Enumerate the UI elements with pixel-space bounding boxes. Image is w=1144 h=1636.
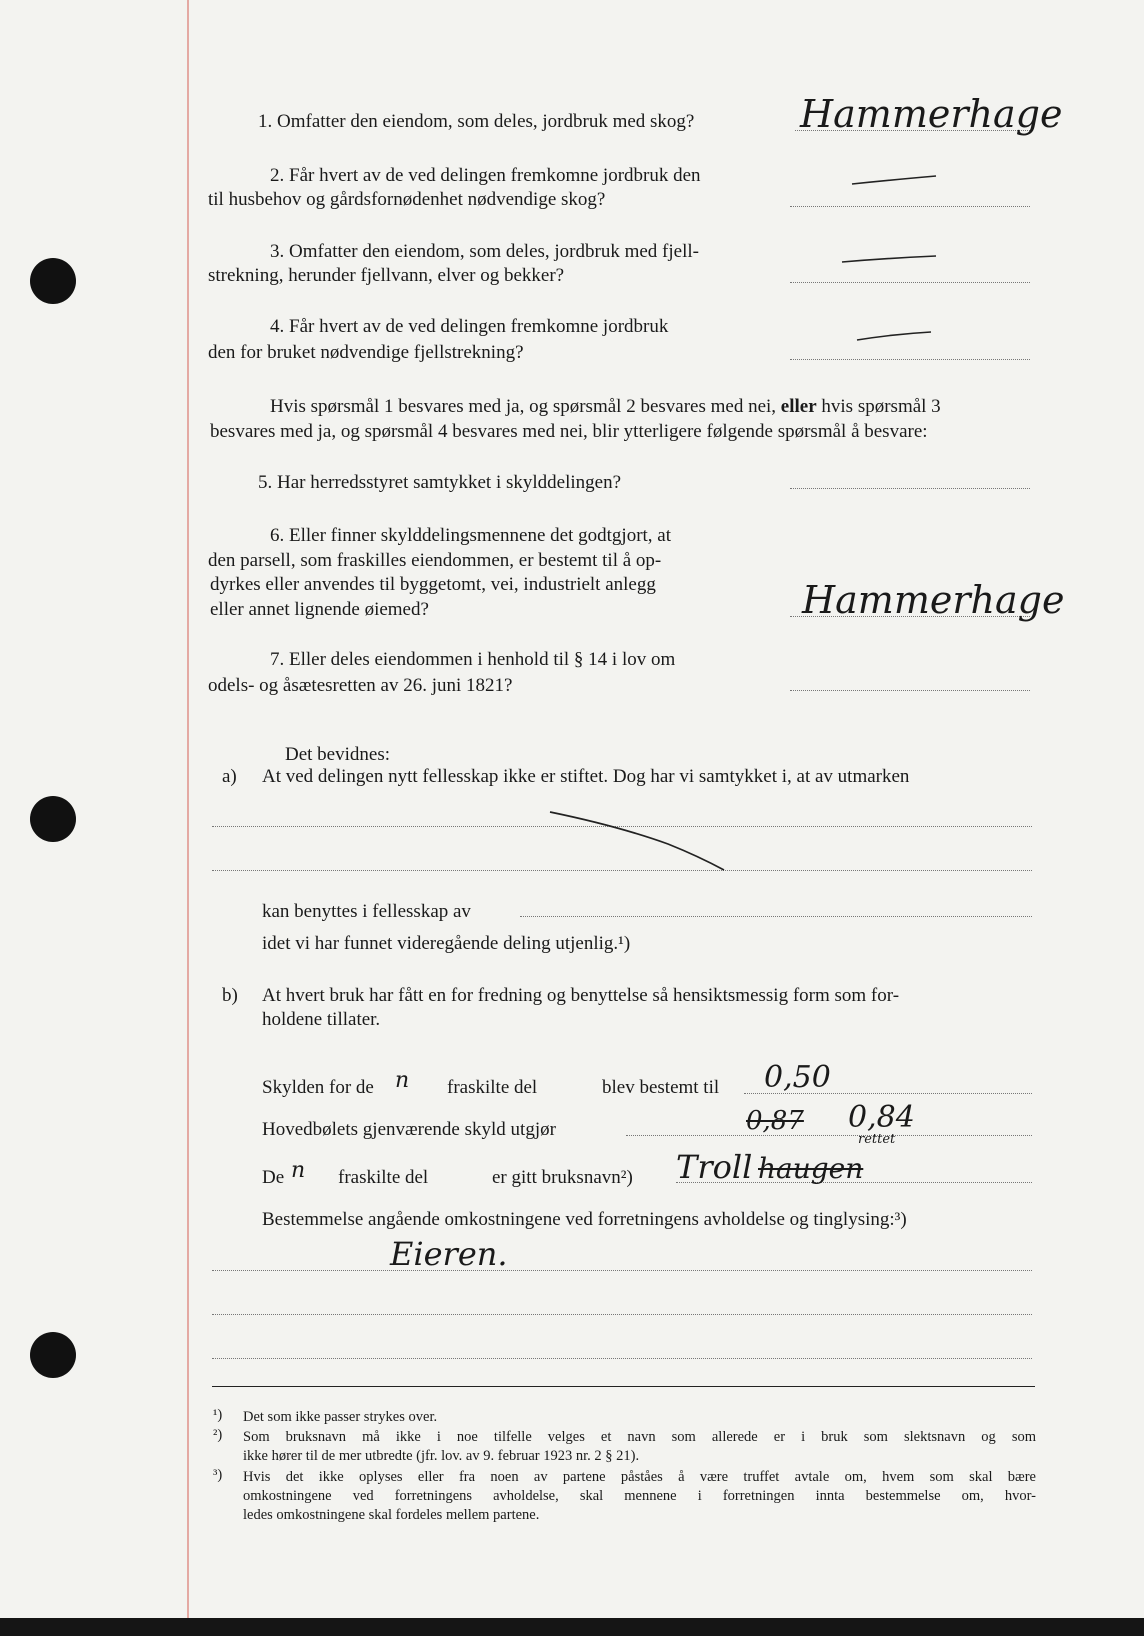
answer-3-dash: [840, 248, 940, 268]
idet-text: idet vi har funnet videregående deling utjenlig.¹): [262, 933, 631, 954]
footnote-1: Det som ikke passer strykes over.: [243, 1409, 438, 1425]
skyld-line-1-hand: n: [395, 1068, 410, 1093]
omkostning-value: Eieren.: [390, 1235, 508, 1273]
item-a-label: a): [222, 766, 237, 787]
answer-line-2: [790, 206, 1030, 207]
footnote-1-mark: ¹): [213, 1407, 223, 1423]
omkostning-line-3: [212, 1358, 1032, 1359]
conditional-bold: eller: [780, 396, 817, 417]
question-5: 5. Har herredsstyret samtykket i skylddelingen?: [258, 472, 622, 493]
skyld-line-1-a: Skylden for de: [262, 1077, 374, 1098]
omkostning-label: Bestemmelse angående omkostningene ved forretningens avholdelse og tinglysing:³): [262, 1209, 907, 1230]
kan-benyttes-label: kan benyttes i fellesskap av: [262, 901, 471, 922]
omkostning-line-2: [212, 1314, 1032, 1315]
margin-rule: [187, 0, 189, 1618]
footnote-2-line-2: ikke hører til de mer utbredte (jfr. lov. av 9. februar 1923 nr. 2 § 21).: [243, 1448, 640, 1464]
skyld-line-1-b: fraskilte del: [447, 1077, 538, 1098]
answer-6-handwritten: Hammerhage: [802, 578, 1065, 622]
answer-line-3: [790, 282, 1030, 283]
skyld-remaining-note: rettet: [858, 1132, 896, 1147]
item-a-text: At ved delingen nytt fellesskap ikke er stiftet. Dog har vi samtykket i, at av utmarken: [262, 766, 910, 787]
bevidnes-heading: Det bevidnes:: [285, 744, 391, 765]
answer-line-5: [790, 488, 1030, 489]
skyld-line-2-dots: [626, 1135, 1032, 1136]
question-6-line-4: eller annet lignende øiemed?: [210, 599, 429, 620]
bruksnavn-value: Troll: [676, 1148, 753, 1186]
skyld-remaining-value: 0,84: [848, 1100, 915, 1135]
footnote-2-mark: ²): [213, 1427, 223, 1443]
bruksnavn-struck: haugen: [758, 1152, 864, 1185]
footnote-3-mark: ³): [213, 1467, 223, 1483]
omkostning-line-1: [212, 1270, 1032, 1271]
item-a-strike-stroke: [548, 808, 728, 873]
question-6-line-3: dyrkes eller anvendes til byggetomt, vei, industrielt anlegg: [210, 574, 656, 595]
footnote-3-line-1: Hvis det ikke oplyses eller fra noen av partene påståes å være truffet avtale om, hvem som skal bære: [243, 1469, 1036, 1485]
punch-hole-top: [30, 258, 76, 304]
skyld-line-3-c: er gitt bruksnavn²): [492, 1167, 633, 1188]
footnote-separator: [212, 1386, 1035, 1387]
answer-2-dash: [850, 170, 940, 190]
question-3-line-1: 3. Omfatter den eiendom, som deles, jordbruk med fjell-: [270, 241, 699, 262]
question-3-line-2: strekning, herunder fjellvann, elver og bekker?: [208, 265, 565, 286]
punch-hole-bottom: [30, 1332, 76, 1378]
footnote-3-line-3: ledes omkostningene skal fordeles mellem partene.: [243, 1507, 540, 1523]
question-4-line-2: den for bruket nødvendige fjellstrekning?: [208, 342, 524, 363]
question-1: 1. Omfatter den eiendom, som deles, jordbruk med skog?: [258, 111, 695, 132]
conditional-text-b: hvis spørsmål 3: [821, 396, 941, 417]
skyld-line-3-a: De: [262, 1167, 285, 1188]
answer-line-7: [790, 690, 1030, 691]
question-2-line-1: 2. Får hvert av de ved delingen fremkomne jordbruk den: [270, 165, 701, 186]
item-b-text-1: At hvert bruk har fått en for fredning og benyttelse så hensiktsmessig form som for-: [262, 985, 900, 1006]
skyld-value: 0,50: [764, 1060, 831, 1095]
answer-4-dash: [855, 326, 935, 346]
question-7-line-1: 7. Eller deles eiendommen i henhold til § 14 i lov om: [270, 649, 676, 670]
answer-line-4: [790, 359, 1030, 360]
question-7-line-2: odels- og åsætesretten av 26. juni 1821?: [208, 675, 513, 696]
kan-benyttes-line: [520, 916, 1032, 917]
conditional-line-1: [270, 395, 941, 419]
question-2-line-2: til husbehov og gårdsfornødenhet nødvendige skog?: [208, 189, 606, 210]
answer-1-handwritten: Hammerhage: [800, 92, 1063, 136]
footnote-2-line-1: Som bruksnavn må ikke i noe tilfelle velges et navn som allerede er i bruk som slektsnavn og som: [243, 1429, 1036, 1445]
skyld-line-1-c: blev bestemt til: [602, 1077, 720, 1098]
skyld-remaining-struck: 0,87: [746, 1106, 804, 1136]
skyld-line-3-b: fraskilte del: [338, 1167, 429, 1188]
conditional-text-a: Hvis spørsmål 1 besvares med ja, og spørsmål 2 besvares med nei,: [270, 396, 777, 417]
question-6-line-2: den parsell, som fraskilles eiendommen, er bestemt til å op-: [208, 550, 662, 571]
conditional-line-2: besvares med ja, og spørsmål 4 besvares med nei, blir ytterligere følgende spørsmål å besvare:: [210, 421, 928, 442]
scan-bottom-edge: [0, 1618, 1144, 1636]
punch-hole-middle: [30, 796, 76, 842]
skyld-line-2: Hovedbølets gjenværende skyld utgjør: [262, 1119, 556, 1140]
item-b-text-2: holdene tillater.: [262, 1009, 381, 1030]
question-6-line-1: 6. Eller finner skylddelingsmennene det godtgjort, at: [270, 525, 672, 546]
footnote-3-line-2: omkostningene ved forretningens avholdelse, skal mennene i forretningen innta bestemmelse om, hvor-: [243, 1488, 1036, 1504]
question-4-line-1: 4. Får hvert av de ved delingen fremkomne jordbruk: [270, 316, 669, 337]
item-b-label: b): [222, 985, 238, 1006]
skyld-line-3-hand: n: [291, 1158, 306, 1183]
